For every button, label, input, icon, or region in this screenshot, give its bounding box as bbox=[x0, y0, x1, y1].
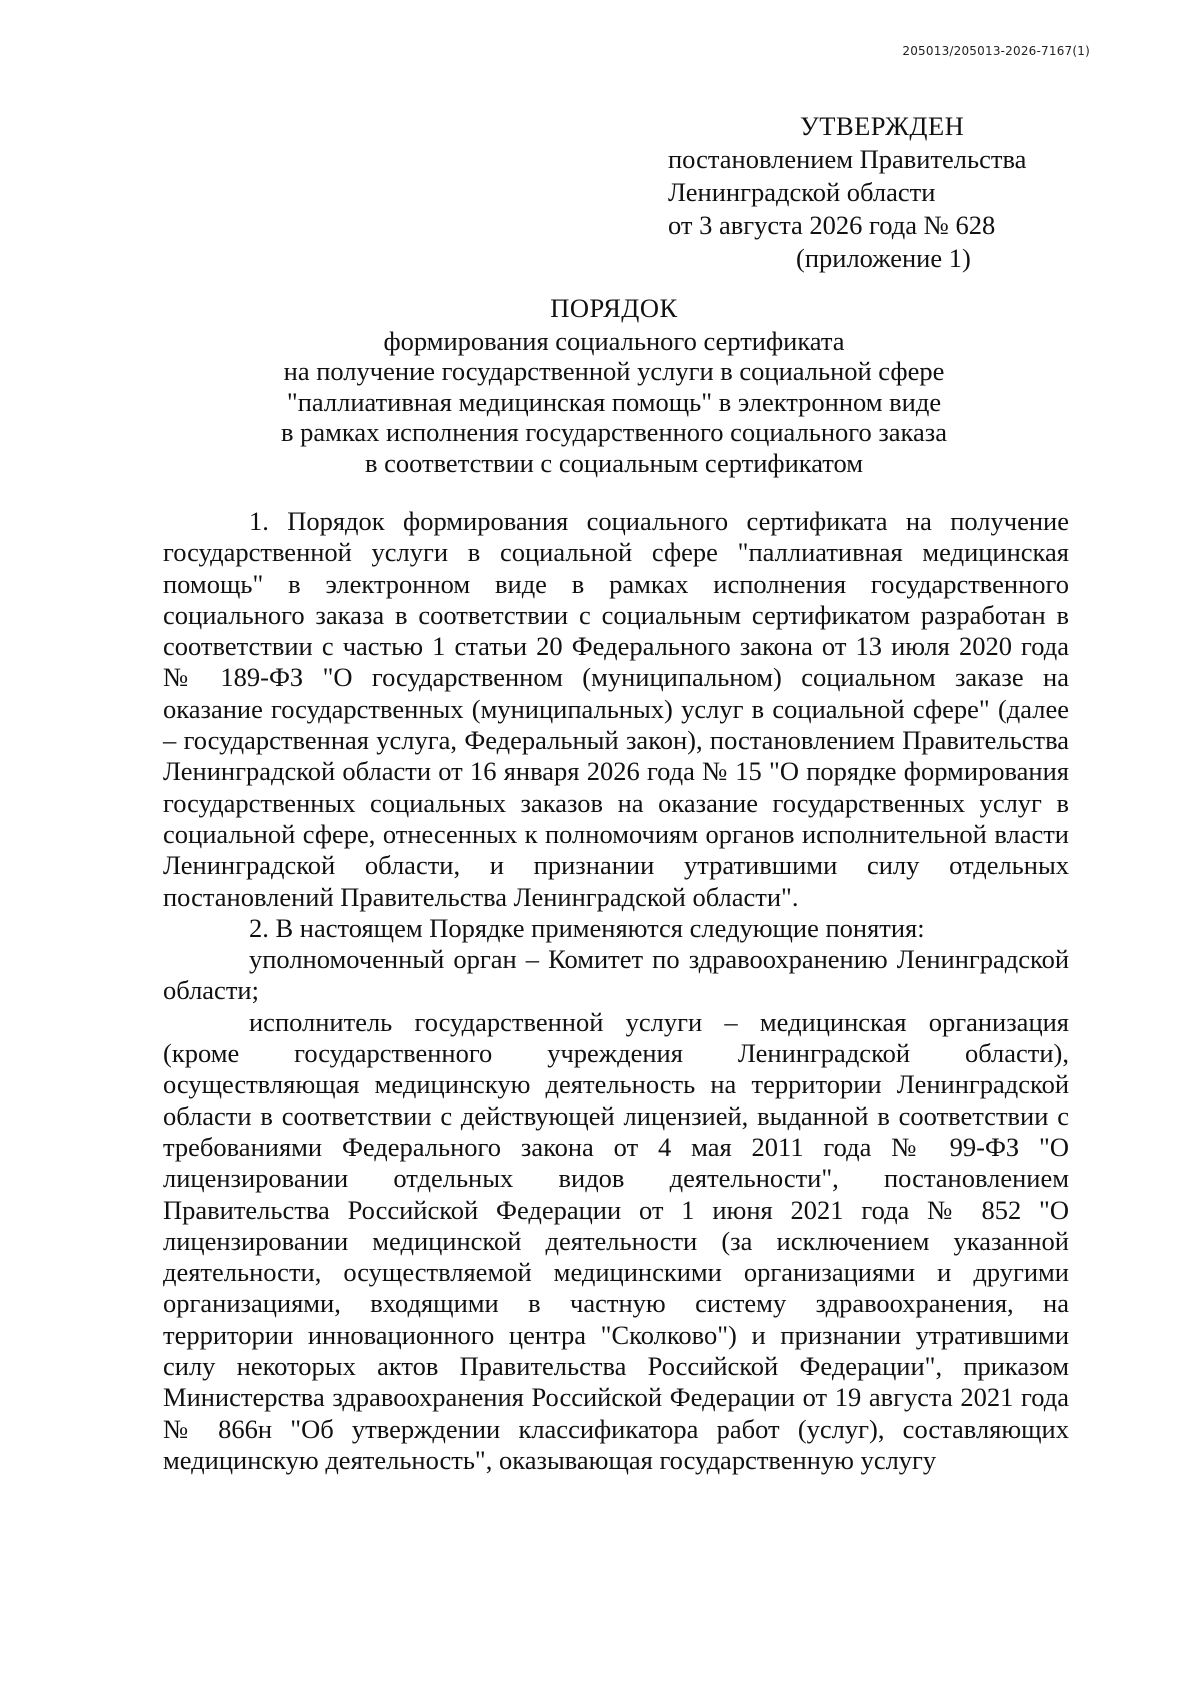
paragraph: исполнитель государственной услуги – медицинская организация (кроме государственного учреждения Ленинградской области), осуществляющая медицинскую деятельность на территории Ленинградской области в соответствии с действующей лицензией, выданной в соответствии с требованиями Федерального закона от 4 мая 2011 года № 99-ФЗ "О лицензировании отдельных видов деятельности", постановлением Правительства Российской Федерации от 1 июня 2021 года № 852 "О лицензировании медицинской деятельности (за исключением указанной деятельности, осуществляемой медицинскими организациями и другими организациями, входящими в частную систему здравоохранения, на территории инновационного центра "Сколково") и признании утратившими силу некоторых актов Правительства Российской Федерации", приказом Министерства здравоохранения Российской Федерации от 19 августа 2021 года № 866н "Об утверждении классификатора работ (услуг), составляющих медицинскую деятельность", оказывающая государственную услугу bbox=[163, 1006, 1069, 1475]
approval-date-line: от 3 августа 2026 года № 628 bbox=[668, 210, 996, 240]
paragraph: 2. В настоящем Порядке применяются следующие понятия: bbox=[249, 912, 925, 943]
paragraph: уполномоченный орган – Комитет по здравоохранению Ленинградской области; bbox=[163, 944, 1069, 1006]
title-line: в соответствии с социальным сертификатом bbox=[364, 447, 864, 478]
approval-line: Ленинградской области bbox=[668, 177, 936, 207]
title-heading: ПОРЯДОК bbox=[550, 293, 678, 323]
title-line: на получение государственной услуги в социальной сфере bbox=[283, 356, 945, 386]
approval-stamp bbox=[668, 110, 1088, 275]
approval-appendix-line: (приложение 1) bbox=[796, 243, 971, 273]
title-line: формирования социального сертификата bbox=[383, 325, 845, 356]
paragraph: 1. Порядок формирования социального сертификата на получение государственной услуги в социальной сфере "паллиативная медицинская помощь" в электронном виде в рамках исполнения государственного социального заказа в соответствии с социальным сертификатом разработан в соответствии с частью 1 статьи 20 Федерального закона от 13 июля 2020 года № 189-ФЗ "О государственном (муниципальном) социальном заказе на оказание государственных (муниципальных) услуг в социальной сфере" (далее – государственная услуга, Федеральный закон), постановлением Правительства Ленинградской области от 16 января 2026 года № 15 "О порядке формирования государственных социальных заказов на оказание государственных услуг в социальной сфере, отнесенных к полномочиям органов исполнительной власти Ленинградской области, и признании утратившими силу отдельных постановлений Правительства Ленинградской области". bbox=[163, 506, 1069, 912]
title-line: в рамках исполнения государственного социального заказа bbox=[280, 417, 948, 447]
document-title bbox=[160, 293, 1068, 478]
approval-heading: УТВЕРЖДЕН bbox=[800, 111, 965, 141]
document-body bbox=[163, 506, 1069, 1476]
title-line: "паллиативная медицинская помощь" в электронном виде bbox=[286, 386, 942, 417]
document-id: 205013/205013-2026-7167(1) bbox=[902, 44, 1090, 58]
approval-line: постановлением Правительства bbox=[668, 144, 1027, 174]
